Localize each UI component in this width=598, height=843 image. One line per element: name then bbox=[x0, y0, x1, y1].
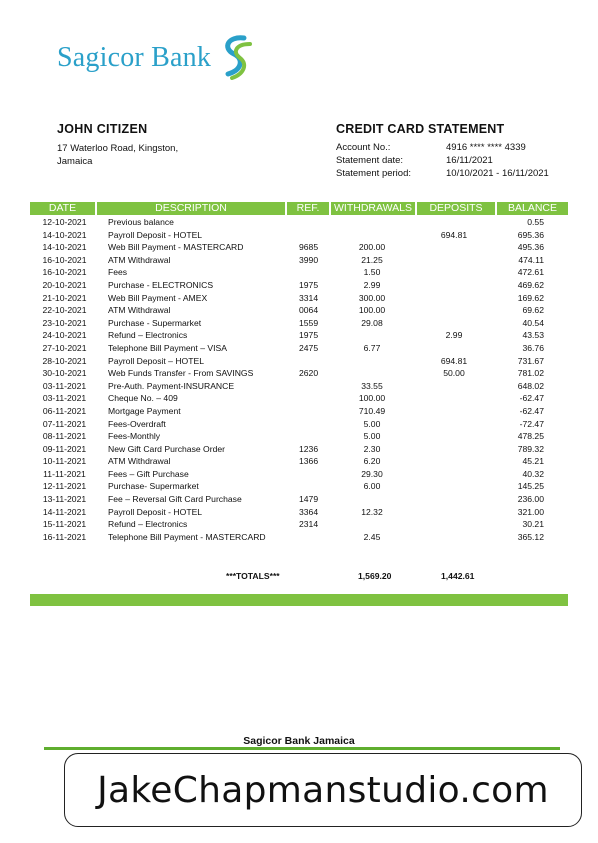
cell-description: Web Bill Payment - AMEX bbox=[108, 292, 208, 303]
account-number-value: 4916 **** **** 4339 bbox=[446, 142, 526, 153]
cell-date: 23-10-2021 bbox=[42, 317, 87, 328]
cell-date: 03-11-2021 bbox=[42, 393, 87, 404]
cell-balance: 0.55 bbox=[527, 217, 544, 227]
table-row bbox=[30, 518, 568, 531]
cell-deposit bbox=[417, 254, 497, 267]
cell-description: Purchase- Supermarket bbox=[108, 481, 199, 492]
cell-withdrawal: 300.00 bbox=[358, 292, 386, 303]
cell-ref: 1559 bbox=[299, 317, 319, 328]
cell-withdrawal bbox=[331, 229, 417, 242]
cell-balance: 40.54 bbox=[522, 317, 544, 328]
cell-deposit bbox=[417, 418, 497, 431]
cell-balance: 469.62 bbox=[517, 279, 544, 290]
statement-date-row bbox=[336, 155, 493, 166]
customer-name: JOHN CITIZEN bbox=[57, 122, 148, 136]
cell-withdrawal: 21.25 bbox=[361, 254, 383, 265]
cell-withdrawal bbox=[331, 493, 417, 506]
header-description: DESCRIPTION bbox=[97, 202, 287, 215]
cell-ref bbox=[287, 531, 331, 544]
cell-withdrawal: 200.00 bbox=[358, 242, 386, 253]
cell-ref: 3364 bbox=[299, 506, 319, 517]
cell-ref: 0064 bbox=[299, 305, 319, 316]
table-row bbox=[30, 430, 568, 443]
cell-description: Fees-Overdraft bbox=[108, 418, 166, 429]
cell-deposit bbox=[417, 518, 497, 531]
cell-balance: 789.32 bbox=[517, 443, 544, 454]
cell-balance: 478.25 bbox=[517, 431, 544, 442]
cell-description: Payroll Deposit - HOTEL bbox=[108, 506, 203, 517]
cell-ref bbox=[287, 430, 331, 443]
cell-description: Fee – Reversal Gift Card Purchase bbox=[108, 494, 242, 505]
table-header bbox=[30, 202, 568, 215]
cell-balance: 648.02 bbox=[517, 380, 544, 391]
cell-balance: 695.36 bbox=[517, 229, 544, 240]
table-row bbox=[30, 241, 568, 254]
statement-date-label: Statement date: bbox=[336, 155, 404, 166]
header-withdrawals: WITHDRAWALS bbox=[331, 202, 417, 215]
cell-deposit bbox=[417, 304, 497, 317]
cell-deposit bbox=[417, 493, 497, 506]
statement-date-value: 16/11/2021 bbox=[446, 155, 493, 166]
cell-balance: 43.53 bbox=[522, 330, 544, 341]
statement-period-value: 10/10/2021 - 16/11/2021 bbox=[446, 168, 549, 179]
cell-balance: -72.47 bbox=[519, 418, 544, 429]
cell-description: Previous balance bbox=[108, 217, 174, 227]
cell-deposit bbox=[417, 279, 497, 292]
cell-deposit bbox=[417, 392, 497, 405]
cell-deposit bbox=[417, 266, 497, 279]
cell-deposit bbox=[417, 455, 497, 468]
cell-description: ATM Withdrawal bbox=[108, 254, 171, 265]
cell-withdrawal: 710.49 bbox=[358, 405, 386, 416]
cell-date: 03-11-2021 bbox=[42, 380, 87, 391]
cell-description: Payroll Deposit – HOTEL bbox=[108, 355, 204, 366]
cell-description: Telephone Bill Payment – VISA bbox=[108, 342, 227, 353]
cell-date: 14-10-2021 bbox=[42, 229, 87, 240]
cell-ref bbox=[287, 355, 331, 368]
cell-description: Fees-Monthly bbox=[108, 431, 161, 442]
cell-ref: 2314 bbox=[299, 519, 319, 530]
table-row bbox=[30, 443, 568, 456]
cell-withdrawal: 2.45 bbox=[363, 531, 381, 542]
cell-description: Refund – Electronics bbox=[108, 330, 188, 341]
footer-bank-name: Sagicor Bank Jamaica bbox=[243, 735, 355, 747]
totals-label: ***TOTALS*** bbox=[226, 571, 280, 581]
cell-deposit bbox=[417, 292, 497, 305]
cell-description: Mortgage Payment bbox=[108, 405, 181, 416]
table-row bbox=[30, 254, 568, 267]
table-row bbox=[30, 355, 568, 368]
cell-deposit bbox=[417, 317, 497, 330]
cell-ref: 1975 bbox=[299, 330, 319, 341]
cell-deposit bbox=[417, 216, 497, 229]
statement-period-label: Statement period: bbox=[336, 168, 411, 179]
cell-balance: 781.02 bbox=[517, 368, 544, 379]
cell-withdrawal: 1.50 bbox=[363, 267, 381, 278]
cell-date: 09-11-2021 bbox=[42, 443, 87, 454]
cell-ref bbox=[287, 229, 331, 242]
table-row bbox=[30, 418, 568, 431]
cell-description: Telephone Bill Payment - MASTERCARD bbox=[108, 531, 266, 542]
cell-description: New Gift Card Purchase Order bbox=[108, 443, 226, 454]
cell-date: 28-10-2021 bbox=[42, 355, 87, 366]
cell-ref bbox=[287, 468, 331, 481]
cell-withdrawal: 100.00 bbox=[358, 393, 386, 404]
table-row bbox=[30, 367, 568, 380]
cell-ref bbox=[287, 405, 331, 418]
cell-deposit bbox=[417, 506, 497, 519]
cell-ref: 1366 bbox=[299, 456, 319, 467]
cell-ref bbox=[287, 380, 331, 393]
cell-deposit bbox=[417, 468, 497, 481]
cell-deposit bbox=[417, 241, 497, 254]
header-ref: REF. bbox=[287, 202, 331, 215]
transactions-table bbox=[30, 202, 568, 543]
cell-withdrawal: 100.00 bbox=[358, 305, 386, 316]
table-row bbox=[30, 292, 568, 305]
customer-address-line2: Jamaica bbox=[57, 156, 93, 167]
cell-balance: 45.21 bbox=[522, 456, 544, 467]
table-row bbox=[30, 304, 568, 317]
cell-balance: -62.47 bbox=[519, 405, 544, 416]
table-row bbox=[30, 329, 568, 342]
cell-withdrawal: 5.00 bbox=[363, 418, 381, 429]
account-number-row bbox=[336, 142, 526, 153]
table-row bbox=[30, 216, 568, 229]
cell-date: 10-11-2021 bbox=[42, 456, 87, 467]
cell-ref: 3990 bbox=[299, 254, 319, 265]
cell-deposit bbox=[417, 405, 497, 418]
cell-description: Fees – Gift Purchase bbox=[108, 468, 189, 479]
cell-balance: 236.00 bbox=[517, 494, 544, 505]
table-row bbox=[30, 317, 568, 330]
statement-title: CREDIT CARD STATEMENT bbox=[336, 122, 505, 136]
bank-logo bbox=[57, 36, 211, 80]
watermark-text: JakeChapmanstudio.com bbox=[97, 769, 549, 811]
cell-balance: 40.32 bbox=[522, 468, 544, 479]
cell-date: 15-11-2021 bbox=[42, 519, 87, 530]
table-row bbox=[30, 493, 568, 506]
cell-balance: -62.47 bbox=[519, 393, 544, 404]
cell-date: 11-11-2021 bbox=[43, 468, 86, 479]
table-row bbox=[30, 468, 568, 481]
cell-description: Payroll Deposit - HOTEL bbox=[108, 229, 203, 240]
table-row bbox=[30, 266, 568, 279]
cell-date: 08-11-2021 bbox=[42, 431, 87, 442]
cell-deposit: 694.81 bbox=[440, 229, 468, 240]
header-date: DATE bbox=[30, 202, 97, 215]
cell-description: ATM Withdrawal bbox=[108, 305, 171, 316]
bank-logo-s-icon bbox=[214, 34, 254, 80]
cell-description: Purchase - ELECTRONICS bbox=[108, 279, 214, 290]
cell-description: Web Bill Payment - MASTERCARD bbox=[108, 242, 244, 253]
cell-date: 20-10-2021 bbox=[42, 279, 87, 290]
cell-withdrawal bbox=[331, 355, 417, 368]
customer-address-line1: 17 Waterloo Road, Kingston, bbox=[57, 143, 179, 154]
cell-balance: 30.21 bbox=[522, 519, 544, 530]
table-row bbox=[30, 506, 568, 519]
cell-date: 27-10-2021 bbox=[42, 342, 87, 353]
cell-date: 30-10-2021 bbox=[42, 368, 87, 379]
cell-deposit bbox=[417, 443, 497, 456]
cell-ref: 2475 bbox=[299, 342, 319, 353]
cell-date: 06-11-2021 bbox=[42, 405, 87, 416]
cell-withdrawal: 2.99 bbox=[363, 279, 381, 290]
cell-ref: 1479 bbox=[299, 494, 319, 505]
green-divider-bar bbox=[30, 594, 568, 606]
cell-balance: 495.36 bbox=[517, 242, 544, 253]
cell-date: 12-10-2021 bbox=[42, 217, 87, 227]
bank-logo-text: Sagicor Bank bbox=[57, 42, 212, 73]
cell-date: 22-10-2021 bbox=[42, 305, 87, 316]
cell-ref: 1975 bbox=[299, 279, 319, 290]
cell-deposit bbox=[417, 380, 497, 393]
header-balance: BALANCE bbox=[507, 202, 558, 214]
table-body bbox=[30, 216, 568, 543]
cell-description: Web Funds Transfer - From SAVINGS bbox=[108, 368, 254, 379]
cell-withdrawal: 29.30 bbox=[361, 468, 383, 479]
account-number-label: Account No.: bbox=[336, 142, 391, 153]
cell-deposit: 2.99 bbox=[445, 330, 463, 341]
watermark-box bbox=[64, 753, 582, 827]
table-row bbox=[30, 480, 568, 493]
cell-withdrawal: 6.77 bbox=[363, 342, 381, 353]
cell-balance: 36.76 bbox=[522, 342, 544, 353]
cell-date: 16-11-2021 bbox=[42, 531, 87, 542]
statement-period-row bbox=[336, 168, 549, 179]
cell-description: Refund – Electronics bbox=[108, 519, 188, 530]
cell-withdrawal: 2.30 bbox=[363, 443, 381, 454]
cell-date: 16-10-2021 bbox=[42, 254, 87, 265]
cell-withdrawal: 12.32 bbox=[361, 506, 383, 517]
cell-withdrawal: 33.55 bbox=[361, 380, 383, 391]
cell-balance: 472.61 bbox=[517, 267, 544, 278]
cell-ref: 1236 bbox=[299, 443, 319, 454]
cell-description: Fees bbox=[108, 267, 128, 278]
totals-deposits: 1,442.61 bbox=[441, 571, 475, 581]
table-row bbox=[30, 279, 568, 292]
cell-withdrawal bbox=[331, 329, 417, 342]
cell-withdrawal bbox=[331, 367, 417, 380]
cell-withdrawal bbox=[331, 216, 417, 229]
totals-withdrawals: 1,569.20 bbox=[358, 571, 392, 581]
cell-ref bbox=[287, 392, 331, 405]
cell-date: 14-10-2021 bbox=[42, 242, 87, 253]
cell-deposit bbox=[417, 342, 497, 355]
cell-withdrawal: 5.00 bbox=[363, 431, 381, 442]
cell-deposit: 50.00 bbox=[443, 368, 465, 379]
cell-deposit bbox=[417, 480, 497, 493]
cell-balance: 365.12 bbox=[517, 531, 544, 542]
cell-balance: 731.67 bbox=[517, 355, 544, 366]
cell-balance: 169.62 bbox=[517, 292, 544, 303]
cell-date: 14-11-2021 bbox=[42, 506, 87, 517]
cell-withdrawal: 6.20 bbox=[363, 456, 381, 467]
cell-ref: 3314 bbox=[299, 292, 319, 303]
cell-ref bbox=[287, 266, 331, 279]
cell-date: 16-10-2021 bbox=[42, 267, 87, 278]
cell-ref bbox=[287, 480, 331, 493]
cell-balance: 145.25 bbox=[517, 481, 544, 492]
cell-withdrawal: 29.08 bbox=[361, 317, 383, 328]
table-row bbox=[30, 392, 568, 405]
cell-date: 24-10-2021 bbox=[42, 330, 87, 341]
cell-ref: 9685 bbox=[299, 242, 319, 253]
cell-deposit bbox=[417, 531, 497, 544]
header-deposits: DEPOSITS bbox=[417, 202, 497, 215]
cell-ref: 2620 bbox=[299, 368, 319, 379]
table-row bbox=[30, 405, 568, 418]
cell-date: 07-11-2021 bbox=[42, 418, 87, 429]
cell-deposit bbox=[417, 430, 497, 443]
cell-description: Pre-Auth. Payment-INSURANCE bbox=[108, 380, 235, 391]
table-row bbox=[30, 455, 568, 468]
cell-ref bbox=[287, 418, 331, 431]
footer-divider bbox=[44, 747, 560, 750]
table-row bbox=[30, 229, 568, 242]
cell-balance: 321.00 bbox=[517, 506, 544, 517]
cell-deposit: 694.81 bbox=[440, 355, 468, 366]
cell-balance: 474.11 bbox=[518, 254, 544, 265]
cell-description: Cheque No. – 409 bbox=[108, 393, 178, 404]
cell-ref bbox=[287, 216, 331, 229]
table-row bbox=[30, 342, 568, 355]
cell-date: 12-11-2021 bbox=[42, 481, 87, 492]
table-row bbox=[30, 380, 568, 393]
table-row bbox=[30, 531, 568, 544]
cell-date: 13-11-2021 bbox=[42, 494, 87, 505]
cell-date: 21-10-2021 bbox=[42, 292, 87, 303]
cell-withdrawal: 6.00 bbox=[363, 481, 381, 492]
cell-withdrawal bbox=[331, 518, 417, 531]
cell-description: Purchase - Supermarket bbox=[108, 317, 202, 328]
cell-balance: 69.62 bbox=[522, 305, 544, 316]
cell-description: ATM Withdrawal bbox=[108, 456, 171, 467]
